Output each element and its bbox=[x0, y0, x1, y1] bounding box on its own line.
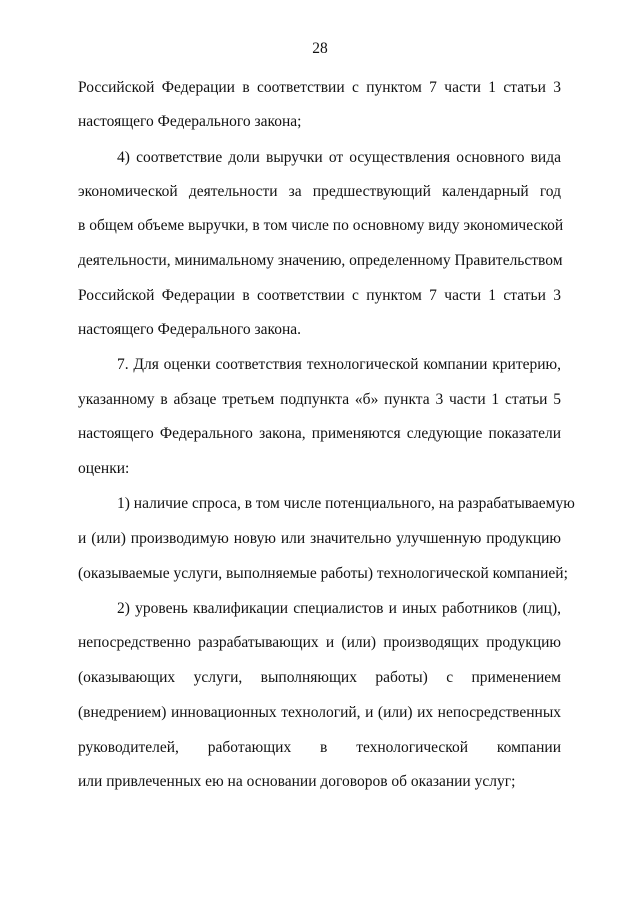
text-line: экономической деятельности за предшествующий календарный год bbox=[78, 183, 561, 200]
text-line: непосредственно разрабатывающих и (или) производящих продукцию bbox=[78, 634, 561, 651]
text-line: 2) уровень квалификации специалистов и иных работников (лиц), bbox=[117, 600, 561, 617]
text-line: Российской Федерации в соответствии с пунктом 7 части 1 статьи 3 bbox=[78, 287, 561, 304]
text-line: настоящего Федерального закона, применяются следующие показатели bbox=[78, 425, 561, 442]
page-number: 28 bbox=[312, 40, 328, 57]
text-line: или привлеченных ею на основании договоров об оказании услуг; bbox=[78, 773, 516, 790]
text-line: настоящего Федерального закона. bbox=[78, 321, 302, 338]
text-line: настоящего Федерального закона; bbox=[78, 113, 302, 130]
text-line: (оказывающих услуги, выполняющих работы) с применением bbox=[78, 669, 561, 686]
text-line: деятельности, минимальному значению, определенному Правительством bbox=[78, 252, 563, 269]
text-line: 4) соответствие доли выручки от осуществления основного вида bbox=[117, 149, 561, 166]
text-line: Российской Федерации в соответствии с пунктом 7 части 1 статьи 3 bbox=[78, 79, 561, 96]
text-line: и (или) производимую новую или значительно улучшенную продукцию bbox=[78, 530, 561, 547]
text-line: оценки: bbox=[78, 460, 130, 477]
text-line: в общем объеме выручки, в том числе по основному виду экономической bbox=[78, 217, 564, 234]
text-line: руководителей, работающих в технологической компании bbox=[78, 739, 561, 756]
text-line: 7. Для оценки соответствия технологической компании критерию, bbox=[117, 356, 561, 373]
text-line: 1) наличие спроса, в том числе потенциального, на разрабатываемую bbox=[117, 495, 575, 512]
text-line: указанному в абзаце третьем подпункта «б» пункта 3 части 1 статьи 5 bbox=[78, 391, 561, 408]
text-line: (оказываемые услуги, выполняемые работы) технологической компанией; bbox=[78, 565, 568, 582]
text-line: (внедрением) инновационных технологий, и (или) их непосредственных bbox=[78, 704, 561, 721]
